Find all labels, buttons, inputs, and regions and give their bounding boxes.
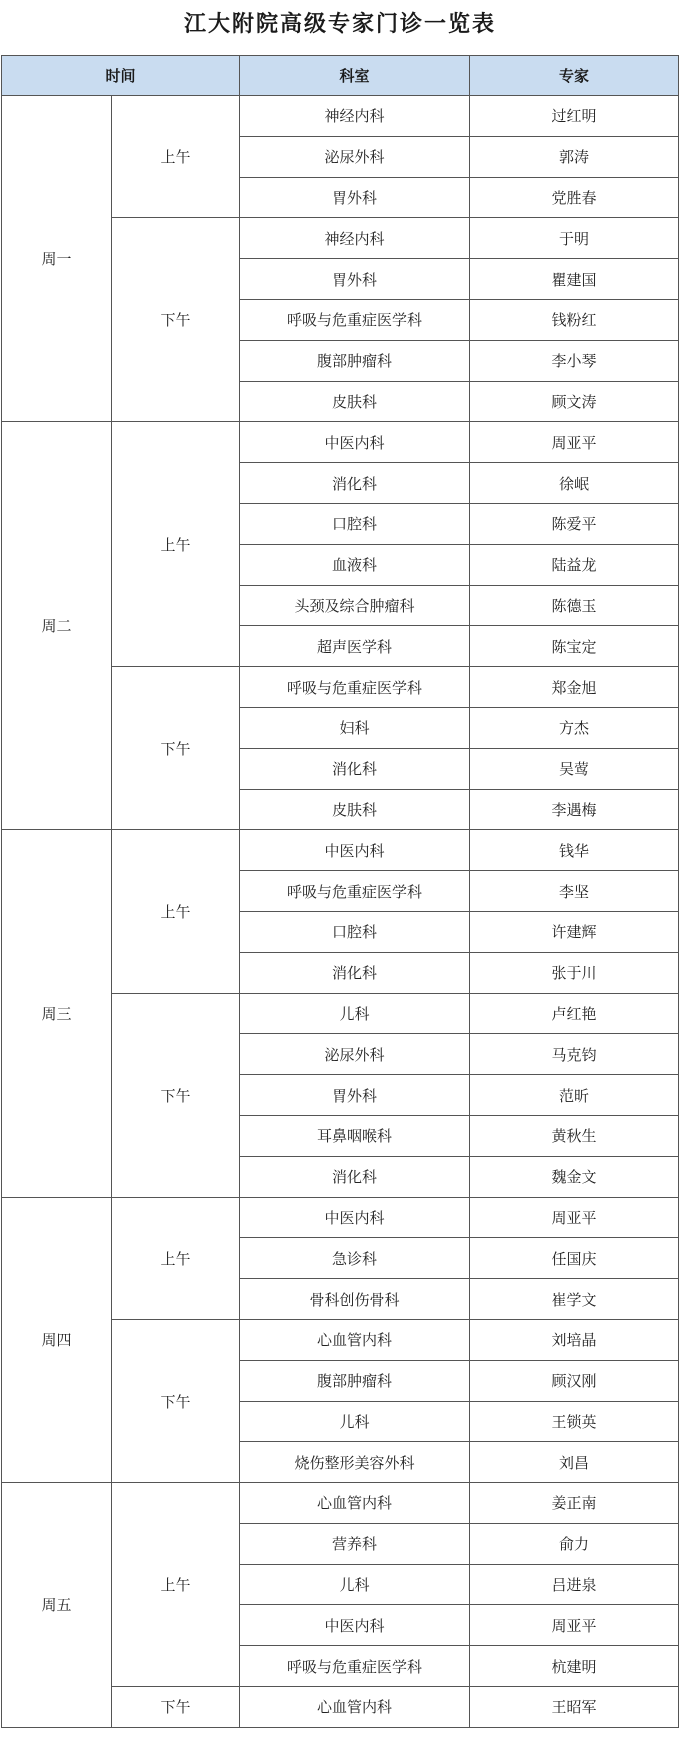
expert-cell: 刘培晶 <box>470 1319 679 1360</box>
department-cell: 皮肤科 <box>240 381 470 422</box>
department-cell: 妇科 <box>240 707 470 748</box>
page-title: 江大附院高级专家门诊一览表 <box>183 12 496 37</box>
department-cell: 胃外科 <box>240 259 470 300</box>
day-cell: 周二 <box>2 422 112 830</box>
header-expert: 专家 <box>470 56 679 96</box>
expert-cell: 钱粉红 <box>470 299 679 340</box>
expert-cell: 郭涛 <box>470 136 679 177</box>
department-cell: 消化科 <box>240 463 470 504</box>
expert-cell: 许建辉 <box>470 911 679 952</box>
expert-cell: 张于川 <box>470 952 679 993</box>
department-cell: 急诊科 <box>240 1238 470 1279</box>
expert-cell: 周亚平 <box>470 1197 679 1238</box>
department-cell: 泌尿外科 <box>240 1034 470 1075</box>
department-cell: 呼吸与危重症医学科 <box>240 299 470 340</box>
table-row <box>2 1197 679 1238</box>
header-time: 时间 <box>2 56 240 96</box>
department-cell: 胃外科 <box>240 177 470 218</box>
department-cell: 儿科 <box>240 1564 470 1605</box>
expert-cell: 吴莺 <box>470 748 679 789</box>
department-cell: 心血管内科 <box>240 1687 470 1728</box>
department-cell: 口腔科 <box>240 911 470 952</box>
expert-cell: 郑金旭 <box>470 667 679 708</box>
expert-cell: 徐岷 <box>470 463 679 504</box>
header-row <box>2 56 679 96</box>
expert-cell: 于明 <box>470 218 679 259</box>
department-cell: 消化科 <box>240 1156 470 1197</box>
department-cell: 神经内科 <box>240 96 470 137</box>
period-cell: 上午 <box>112 422 240 667</box>
department-cell: 腹部肿瘤科 <box>240 340 470 381</box>
period-cell: 上午 <box>112 830 240 993</box>
expert-cell: 陈宝定 <box>470 626 679 667</box>
expert-cell: 俞力 <box>470 1523 679 1564</box>
expert-cell: 杭建明 <box>470 1646 679 1687</box>
department-cell: 中医内科 <box>240 830 470 871</box>
expert-cell: 王锁英 <box>470 1401 679 1442</box>
expert-cell: 范昕 <box>470 1075 679 1116</box>
table-header <box>2 56 679 96</box>
department-cell: 呼吸与危重症医学科 <box>240 871 470 912</box>
department-cell: 神经内科 <box>240 218 470 259</box>
day-cell: 周一 <box>2 96 112 422</box>
department-cell: 超声医学科 <box>240 626 470 667</box>
expert-cell: 周亚平 <box>470 1605 679 1646</box>
expert-cell: 任国庆 <box>470 1238 679 1279</box>
day-cell: 周四 <box>2 1197 112 1483</box>
department-cell: 消化科 <box>240 952 470 993</box>
department-cell: 呼吸与危重症医学科 <box>240 667 470 708</box>
expert-cell: 顾文涛 <box>470 381 679 422</box>
period-cell: 下午 <box>112 993 240 1197</box>
department-cell: 皮肤科 <box>240 789 470 830</box>
expert-cell: 党胜春 <box>470 177 679 218</box>
table-row <box>2 830 679 871</box>
expert-cell: 陈德玉 <box>470 585 679 626</box>
expert-cell: 陆益龙 <box>470 544 679 585</box>
expert-cell: 过红明 <box>470 96 679 137</box>
expert-cell: 卢红艳 <box>470 993 679 1034</box>
department-cell: 儿科 <box>240 993 470 1034</box>
department-cell: 儿科 <box>240 1401 470 1442</box>
department-cell: 中医内科 <box>240 1605 470 1646</box>
expert-cell: 李坚 <box>470 871 679 912</box>
department-cell: 腹部肿瘤科 <box>240 1360 470 1401</box>
department-cell: 泌尿外科 <box>240 136 470 177</box>
expert-cell: 魏金文 <box>470 1156 679 1197</box>
expert-cell: 刘昌 <box>470 1442 679 1483</box>
table-row <box>2 96 679 137</box>
expert-cell: 李小琴 <box>470 340 679 381</box>
period-cell: 下午 <box>112 667 240 830</box>
table-body <box>2 96 679 1728</box>
department-cell: 中医内科 <box>240 422 470 463</box>
expert-cell: 周亚平 <box>470 422 679 463</box>
header-department: 科室 <box>240 56 470 96</box>
period-cell: 上午 <box>112 1197 240 1319</box>
expert-cell: 马克钧 <box>470 1034 679 1075</box>
expert-cell: 李遇梅 <box>470 789 679 830</box>
period-cell: 下午 <box>112 218 240 422</box>
department-cell: 头颈及综合肿瘤科 <box>240 585 470 626</box>
department-cell: 胃外科 <box>240 1075 470 1116</box>
expert-cell: 钱华 <box>470 830 679 871</box>
period-cell: 上午 <box>112 96 240 218</box>
expert-cell: 方杰 <box>470 707 679 748</box>
expert-cell: 黄秋生 <box>470 1115 679 1156</box>
department-cell: 口腔科 <box>240 503 470 544</box>
clinic-schedule-table <box>1 55 679 1728</box>
department-cell: 呼吸与危重症医学科 <box>240 1646 470 1687</box>
department-cell: 心血管内科 <box>240 1319 470 1360</box>
period-cell: 下午 <box>112 1319 240 1482</box>
day-cell: 周五 <box>2 1483 112 1728</box>
department-cell: 营养科 <box>240 1523 470 1564</box>
expert-cell: 崔学文 <box>470 1279 679 1320</box>
department-cell: 耳鼻咽喉科 <box>240 1115 470 1156</box>
department-cell: 骨科创伤骨科 <box>240 1279 470 1320</box>
department-cell: 烧伤整形美容外科 <box>240 1442 470 1483</box>
expert-cell: 王昭军 <box>470 1687 679 1728</box>
department-cell: 中医内科 <box>240 1197 470 1238</box>
period-cell: 下午 <box>112 1687 240 1728</box>
table-row <box>2 1483 679 1524</box>
day-cell: 周三 <box>2 830 112 1197</box>
expert-cell: 顾汉刚 <box>470 1360 679 1401</box>
department-cell: 心血管内科 <box>240 1483 470 1524</box>
department-cell: 消化科 <box>240 748 470 789</box>
expert-cell: 吕进泉 <box>470 1564 679 1605</box>
expert-cell: 瞿建国 <box>470 259 679 300</box>
period-cell: 上午 <box>112 1483 240 1687</box>
table-row <box>2 422 679 463</box>
expert-cell: 陈爱平 <box>470 503 679 544</box>
expert-cell: 姜正南 <box>470 1483 679 1524</box>
department-cell: 血液科 <box>240 544 470 585</box>
